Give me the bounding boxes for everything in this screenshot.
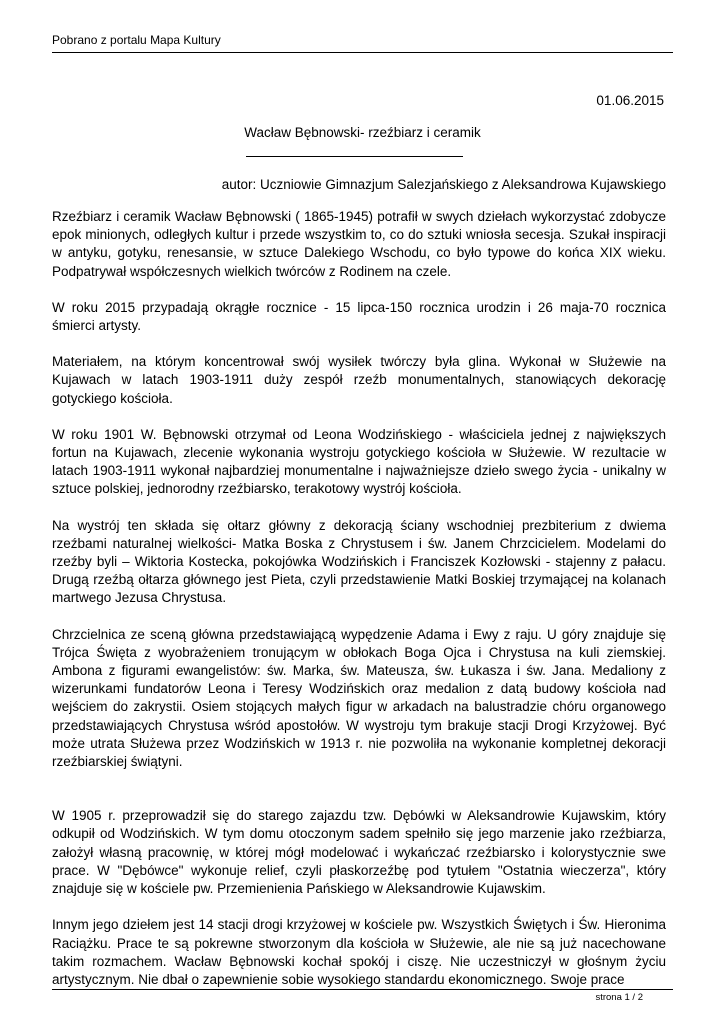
document-body (52, 208, 666, 1007)
header-divider (52, 52, 673, 53)
paragraph: W roku 1901 W. Bębnowski otrzymał od Leona Wodzińskiego - właściciela jednej z największych fortun na Kujawach, zlecenie wykonania wystroju gotyckiego kościoła w Służewie. W rezultacie w latach 1903-1911 wykonał najbardziej monumentalne i najważniejsze dzieło swego życia - unikalny w sztuce polskiej, jednorodny rzeźbiarsko, terakotowy wystrój kościoła. (52, 426, 666, 497)
document-author: autor: Uczniowie Gimnazjum Salezjańskiego z Aleksandrowa Kujawskiego (221, 177, 666, 192)
paragraph: Materiałem, na którym koncentrował swój wysiłek twórczy była glina. Wykonał w Służewie na Kujawach w latach 1903-1911 duży zespół rzeźb monumentalnych, stanowiących dekorację gotyckiego kościoła. (52, 354, 666, 406)
paragraph: Chrzcielnica ze sceną główna przedstawiającą wypędzenie Adama i Ewy z raju. U góry znajduje się Trójca Święta z wyobrażeniem tronującym w obłokach Boga Ojca i Chrystusa na kuli ziemskiej. Ambona z figurami ewangelistów: św. Marka, św. Mateusza, św. Łukasza i św. Jana. Medaliony z wizerunkami fundatorów Leona i Teresy Wodzińskich oraz medalion z datą budowy kościoła nad wejściem do zakrystii. Osiem stojących małych figur w arkadach na balustradzie chóru organowego przedstawiających Chrystusa wśród apostołów. W wystroju tym brakuje stacji Drogi Krzyżowej. Być może utrata Służewa przez Wodzińskich w 1913 r. nie pozwoliła na wykonanie kompletnej dekoracji rzeźbiarskiej świątyni. (52, 626, 666, 770)
paragraph: Innym jego dziełem jest 14 stacji drogi krzyżowej w kościele pw. Wszystkich Świętych i Św. Hieronima Raciążku. Prace te są pokrewne stworzonym dla kościoła w Służewie, ale nie są już nacechowane takim rozmachem. Wacław Bębnowski kochał spokój i ciszę. Nie uczestniczył w głośnym życiu artystycznym. Nie dbał o zapewnienie sobie wysokiego standardu ekonomicznego. Swoje prace (52, 917, 666, 987)
title-underline (246, 156, 463, 157)
page-number: strona 1 / 2 (595, 992, 643, 1003)
document-title: Wacław Bębnowski- rzeźbiarz i ceramik (244, 125, 481, 140)
paragraph: Rzeźbiarz i ceramik Wacław Bębnowski ( 1865-1945) potrafił w swych dziełach wykorzystać zdobycze epok minionych, odległych kultur i przede wszystkim to, co do sztuki wniosła secesja. Szukał inspiracji w antyku, gotyku, renesansie, w sztuce Dalekiego Wschodu, co było typowe do końca XIX wieku. Podpatrywał współczesnych wielkich twórców z Rodinem na czele. (52, 209, 666, 279)
paragraph: W 1905 r. przeprowadził się do starego zajazdu tzw. Dębówki w Aleksandrowie Kujawskim, który odkupił od Wodzińskich. W tym domu otoczonym sadem spełniło się jego marzenie jako rzeźbiarza, założył własną pracownię, w której mógł modelować i wykańczać rzeźbiarsko i kolorystycznie swe prace. W "Dębówce" wykonuje relief, czyli płaskorzeźbę pod tytułem "Ostatnia wieczerza", który znajduje się w kościele pw. Przemienienia Pańskiego w Aleksandrowie Kujawskim. (52, 808, 666, 897)
page-header-source: Pobrano z portalu Mapa Kultury (52, 33, 221, 47)
footer-divider (52, 989, 673, 990)
document-date: 01.06.2015 (596, 93, 664, 108)
paragraph: Na wystrój ten składa się ołtarz główny z dekoracją ściany wschodniej prezbiterium z dwiema rzeźbami naturalnej wielkości- Matka Boska z Chrystusem i św. Janem Chrzcicielem. Modelami do rzeźby byli – Wiktoria Kostecka, pokojówka Wodzińskich i Franciszek Kozłowski - stajenny z pałacu. Drugą rzeźbą ołtarza głównego jest Pieta, czyli przedstawienie Matki Boskiej trzymającej na kolanach martwego Jezusa Chrystusa. (52, 517, 666, 606)
paragraph: W roku 2015 przypadają okrągłe rocznice - 15 lipca-150 rocznica urodzin i 26 maja-70 rocznica śmierci artysty. (52, 299, 666, 334)
